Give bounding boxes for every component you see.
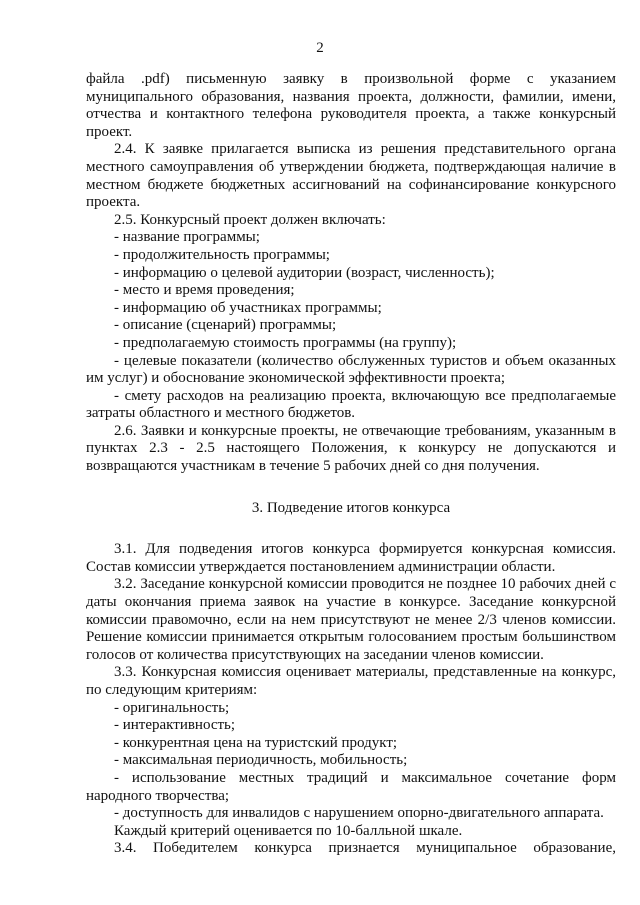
list-item: - продолжительность программы; [114, 246, 330, 263]
paragraph-3-2: 3.2. Заседание конкурсной комиссии проводится не позднее 10 рабочих дней с даты окончания приема заявок на участие в конкурсе. Заседание конкурсной комиссии правомочно, если на нем присутствуют не менее 2/3 членов комиссии. Решение комиссии принимается открытым голосованием простым большинством голосов от количества присутствующих на заседании членов комиссии. [86, 576, 616, 663]
criteria-item: - оригинальность; [114, 699, 230, 716]
paragraph-2-3-tail: файла .pdf) письменную заявку в произвольной форме с указанием муниципального образования, названия проекта, должности, фамилии, имени, отчества и контактного телефона руководителя проекта, а также конкурсный проект. [86, 71, 616, 140]
list-item: - описание (сценарий) программы; [114, 317, 337, 334]
list-item: - место и время проведения; [114, 282, 295, 299]
paragraph-3-4-start: 3.4. Победителем конкурса признается муниципальное образование, [114, 840, 616, 857]
criteria-item: - конкурентная цена на туристский продукт; [114, 734, 398, 751]
paragraph-2-5-intro: 2.5. Конкурсный проект должен включать: [114, 211, 386, 228]
paragraph-2-4: 2.4. К заявке прилагается выписка из решения представительного органа местного самоуправления об утверждении бюджета, подтверждающая наличие в местном бюджете бюджетных ассигнований на софинансирование конкурсного проекта. [86, 141, 616, 211]
list-item: - смету расходов на реализацию проекта, включающую все предполагаемые затраты областного и местного бюджетов. [86, 387, 616, 422]
list-item: - название программы; [114, 229, 260, 246]
paragraph-3-1: 3.1. Для подведения итогов конкурса формируется конкурсная комиссия. Состав комиссии утверждается постановлением администрации области. [86, 541, 616, 575]
criteria-item: - доступность для инвалидов с нарушением опорно-двигательного аппарата. [114, 805, 604, 822]
criteria-item: - интерактивность; [114, 717, 236, 734]
page-number: 2 [316, 40, 324, 56]
scoring-scale-note: Каждый критерий оценивается по 10-балльной шкале. [114, 822, 463, 839]
list-item: - предполагаемую стоимость программы (на группу); [114, 334, 457, 351]
list-item: - информацию о целевой аудитории (возраст, численность); [114, 264, 495, 281]
document-body [86, 71, 616, 858]
paragraph-3-3-intro: 3.3. Конкурсная комиссия оценивает материалы, представленные на конкурс, по следующим критериям: [86, 664, 616, 698]
list-item: - целевые показатели (количество обслуженных туристов и объем оказанных им услуг) и обоснование экономической эффективности проекта; [86, 352, 616, 387]
list-item: - информацию об участниках программы; [114, 299, 382, 316]
section-3-heading: 3. Подведение итогов конкурса [251, 499, 451, 516]
criteria-item: - использование местных традиций и максимальное сочетание форм народного творчества; [86, 769, 616, 804]
criteria-item: - максимальная периодичность, мобильность; [114, 752, 408, 769]
paragraph-2-6: 2.6. Заявки и конкурсные проекты, не отвечающие требованиям, указанным в пунктах 2.3 - 2.5 настоящего Положения, к конкурсу не допускаются и возвращаются участникам в течение 5 рабочих дней со дня получения. [86, 422, 616, 475]
